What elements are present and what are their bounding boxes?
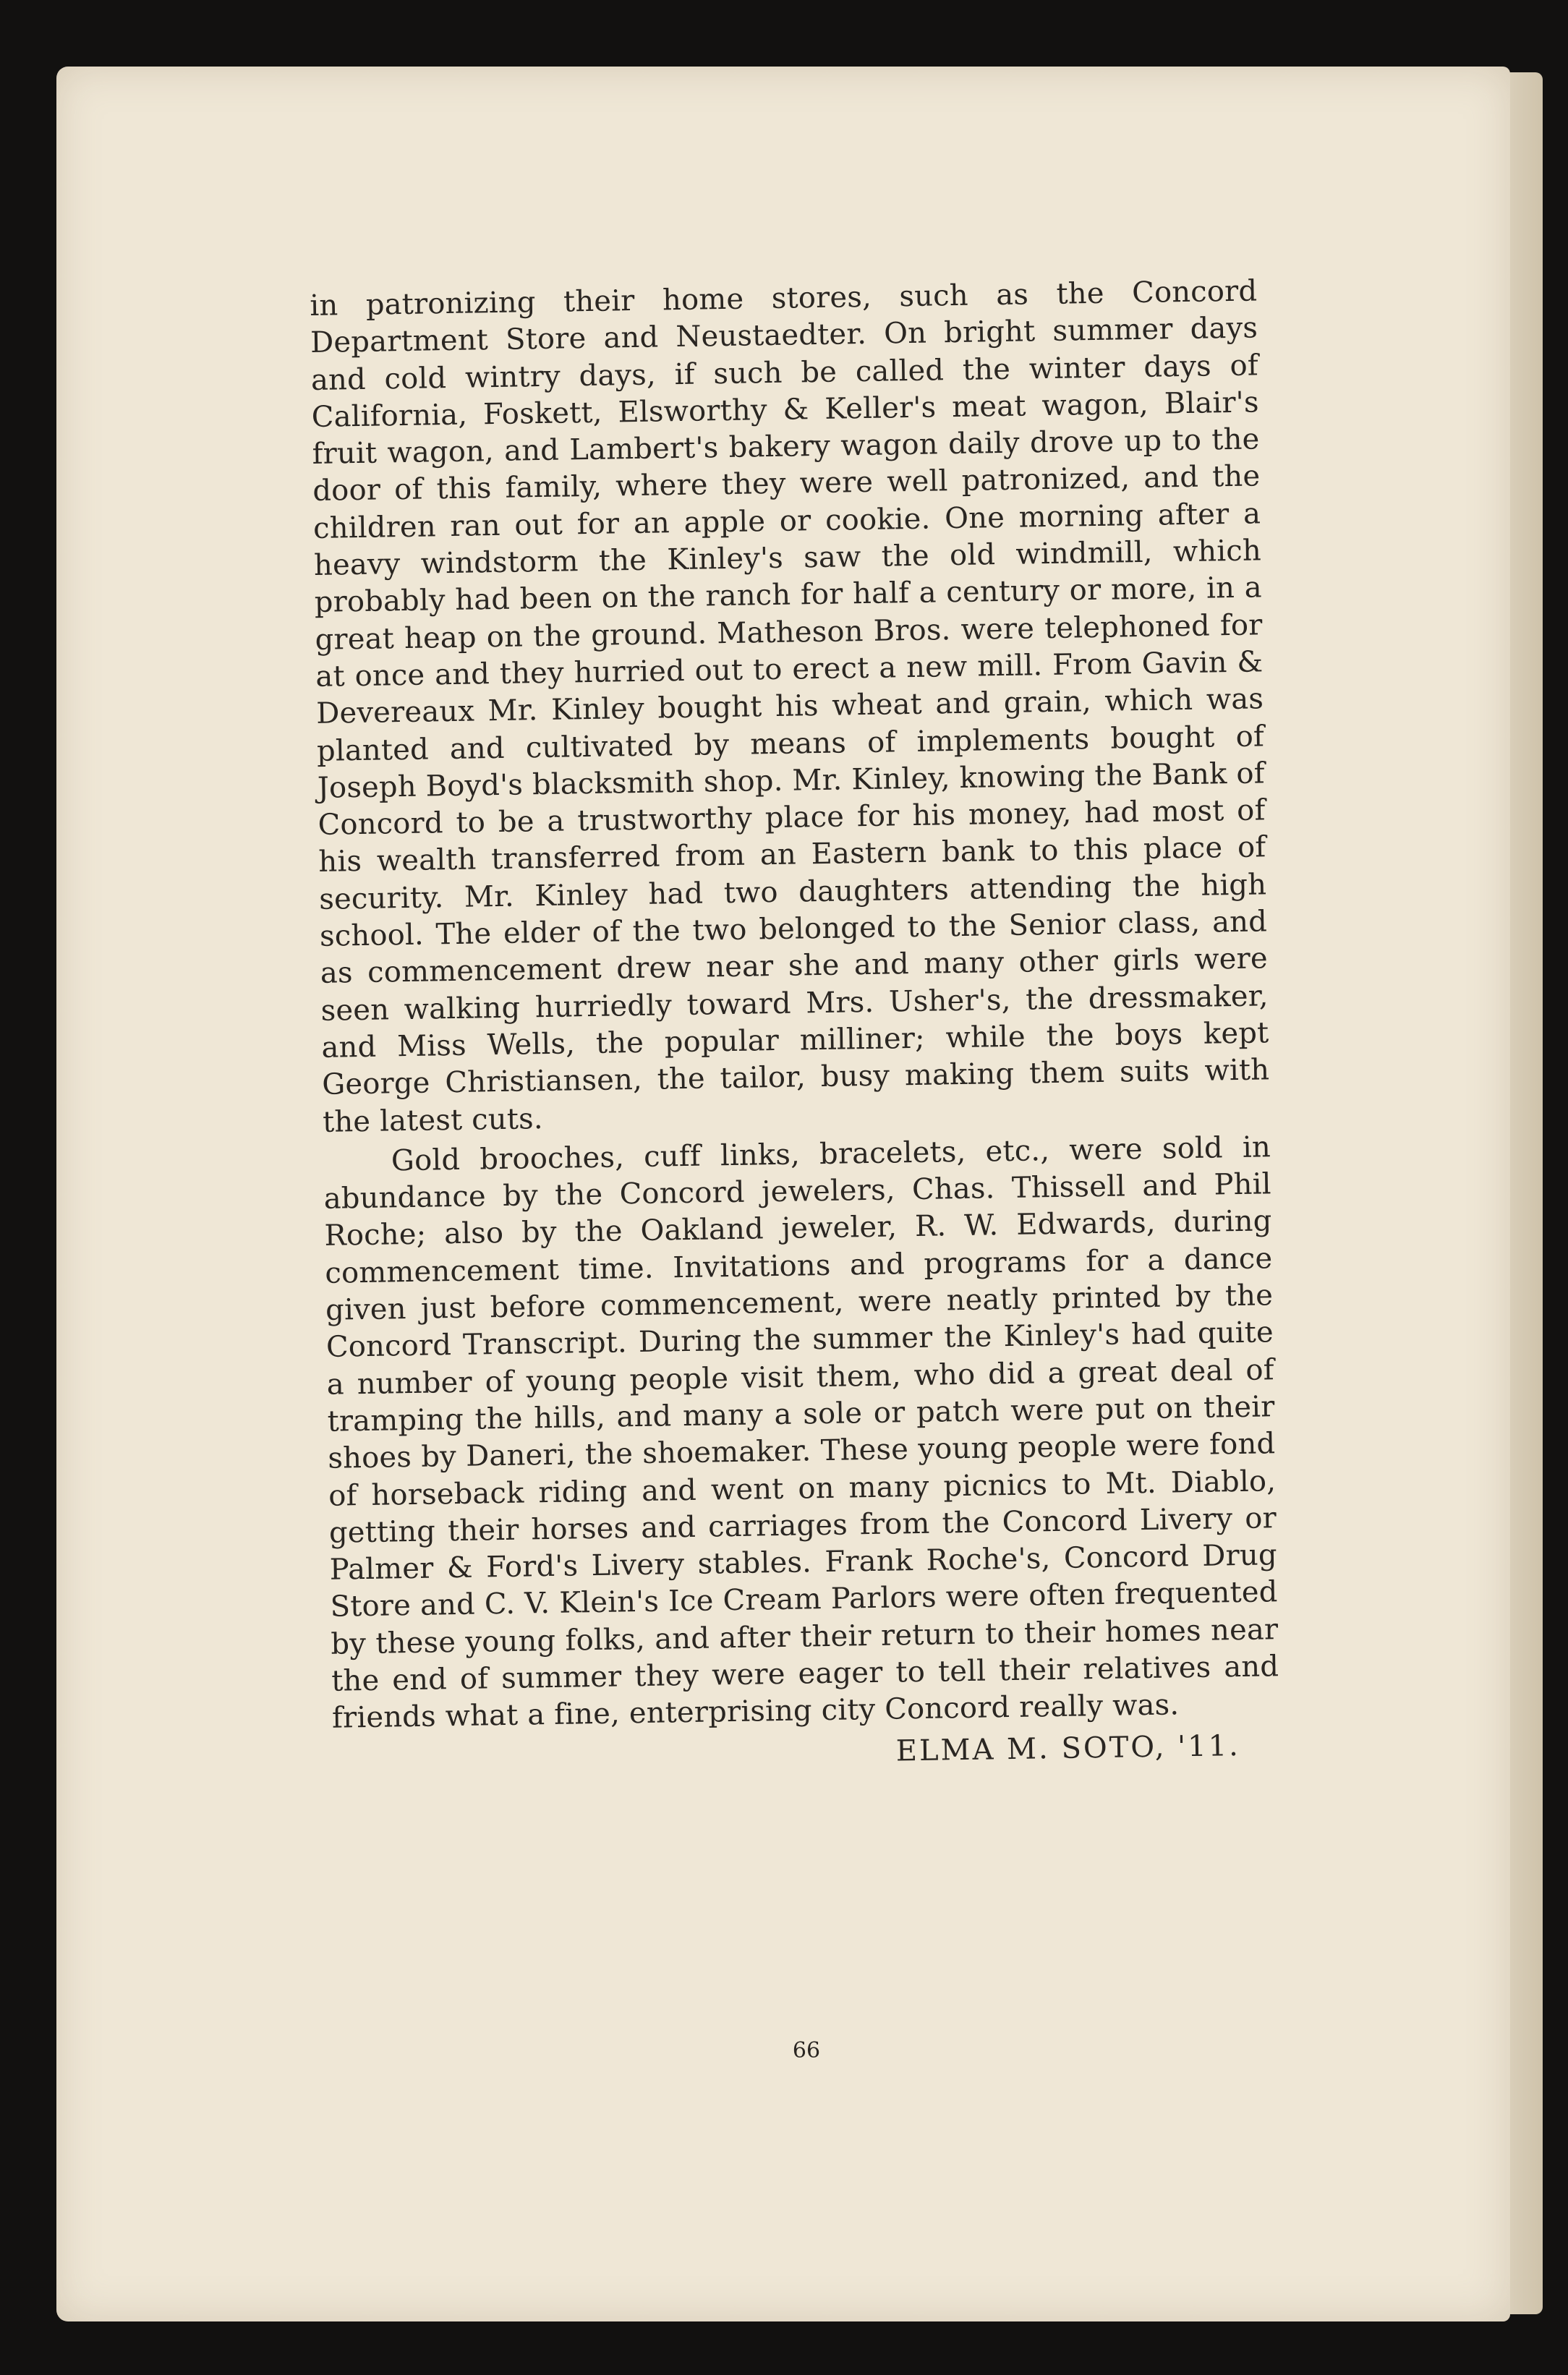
author-signature: ELMA M. SOTO, '11. (895, 1728, 1241, 1768)
page-number: 66 (792, 2038, 821, 2063)
article-text (310, 273, 1280, 1778)
paragraph-1: in patronizing their home stores, such as the Concord Department Store and Neustaedter. On bright summer days and cold wintry days, if such be called the winter days of California, Foskett, Elsworthy & Keller's meat wagon, Blair's fruit wagon, and Lambert's bakery wagon daily drove up to the door of this family, where they were well patronized, and the children ran out for an apple or cookie. One morning after a heavy windstorm the Kinley's saw the old windmill, which probably had been on the ranch for half a century or more, in a great heap on the ground. Matheson Bros. were telephoned for at once and they hurried out to erect a new mill. From Gavin & Devereaux Mr. Kinley bought his wheat and grain, which was planted and cultivated by means of implements bought of Joseph Boyd's blacksmith shop. Mr. Kinley, knowing the Bank of Concord to be a trustworthy place for his money, had most of his wealth transferred from an Eastern bank to this place of security. Mr. Kinley had two daughters attending the high school. The elder of the two belonged to the Senior class, and as commencement drew near she and many other girls were seen walking hurriedly toward Mrs. Usher's, the dressmaker, and Miss Wells, the popular milliner; while the boys kept George Christiansen, the tailor, busy making them suits with the latest cuts. (310, 274, 1270, 1139)
paragraph-2: Gold brooches, cuff links, bracelets, etc., were sold in abundance by the Concord jewelers, Chas. Thissell and Phil Roche; also by the Oakland jeweler, R. W. Edwards, during commencement time. Invitations and programs for a dance given just before commencement, were neatly printed by the Concord Transcript. During the summer the Kinley's had quite a number of young people visit them, who did a great deal of tramping the hills, and many a sole or patch were put on their shoes by Daneri, the shoemaker. These young people were fond of horseback riding and went on many picnics to Mt. Diablo, getting their horses and carriages from the Concord Livery or Palmer & Ford's Livery stables. Frank Roche's, Concord Drug Store and C. V. Klein's Ice Cream Parlors were often frequented by these young folks, and after their return to their homes near the end of summer they were eager to tell their relatives and friends what a fine, enterprising city Concord really was. (323, 1130, 1279, 1736)
